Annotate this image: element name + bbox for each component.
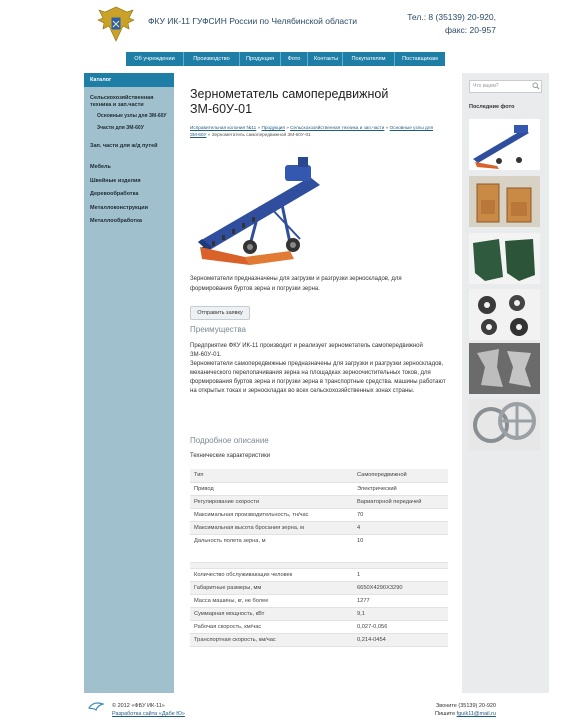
sidebar-item-metal-structures[interactable]: Металлоконструкции — [90, 205, 148, 211]
product-description: Зернометатели предназначены для загрузки и разгрузки зерноскладов, для формирования буртов зерна и погрузки зерна. — [190, 276, 402, 292]
sidebar-item-agri[interactable]: Сельскохозяйственная техника и зап.части — [90, 95, 154, 108]
table-row — [190, 633, 448, 646]
search-icon[interactable] — [532, 82, 540, 90]
footer-write-label: Пишите — [435, 711, 457, 717]
table-row — [190, 534, 448, 562]
sidebar-item-sewing[interactable]: Швейные изделия — [90, 178, 141, 184]
sidebar-subitem-spare-parts[interactable]: Зчасти для ЗМ-60У — [97, 125, 144, 131]
spec-value: 9,1 — [353, 607, 448, 620]
fax-line: факс: 20-957 — [445, 25, 496, 35]
spec-value: Электрический — [353, 482, 448, 495]
breadcrumb — [190, 125, 445, 138]
nav-buyers[interactable]: Покупателям — [343, 52, 395, 66]
phone-line: Тел.: 8 (35139) 20-920, — [407, 12, 496, 22]
spec-value: Самопередвижной — [353, 469, 448, 482]
spec-value: 1277 — [353, 594, 448, 607]
spec-value: 0,027-0,056 — [353, 620, 448, 633]
sidebar-item-railway-parts[interactable]: Зап. части для ж/д путей — [90, 143, 158, 149]
table-row — [190, 594, 448, 607]
footer-email-link[interactable]: fguik11@mail.ru — [456, 711, 496, 717]
site-title: ФКУ ИК-11 ГУФСИН России по Челябинской области — [148, 16, 358, 26]
advantages-heading: Преимущества — [190, 325, 246, 334]
sidebar-item-furniture[interactable]: Мебель — [90, 164, 111, 170]
specs-caption: Технические характеристики — [190, 453, 271, 459]
table-row — [190, 607, 448, 620]
spec-value: 4 — [353, 521, 448, 534]
table-row — [190, 521, 448, 534]
breadcrumb-current: Зернометатель самопередвижной ЗМ-60У-01 — [211, 131, 311, 137]
spec-value: 1 — [353, 568, 448, 581]
table-row — [190, 495, 448, 508]
spec-value: 0,214-0454 — [353, 633, 448, 646]
nav-about[interactable]: Об учреждении — [126, 52, 184, 66]
nav-photo[interactable]: Фото — [281, 52, 308, 66]
spec-name: Регулирование скорости — [190, 495, 353, 508]
sidebar-item-metalwork[interactable]: Металлообработка — [90, 218, 142, 224]
spec-name: Дальность полета зерна, м — [190, 534, 353, 562]
table-row — [190, 508, 448, 521]
footer-copyright-block — [112, 702, 185, 718]
spec-name: Привод — [190, 482, 353, 495]
footer-call: Звоните (35139) 20-920 — [435, 703, 496, 709]
breadcrumb-link-agri[interactable]: Сельскохозяйственная техника и зап.части — [290, 125, 385, 130]
breadcrumb-separator: » — [206, 131, 212, 137]
footer-copyright: © 2012 «ФБУ ИК-11» — [112, 703, 165, 709]
photo-thumbnail[interactable] — [469, 233, 540, 284]
breadcrumb-link-main-units[interactable]: Основные узлы для ЗМ-60У — [190, 125, 434, 137]
table-row — [190, 482, 448, 495]
table-row — [190, 568, 448, 581]
spec-name: Суммарная мощность, кВт — [190, 607, 353, 620]
spec-name: Тип — [190, 469, 353, 482]
photo-thumbnail[interactable] — [469, 289, 540, 340]
header — [0, 0, 580, 50]
spec-name: Количество обслуживающих человек — [190, 568, 353, 581]
sidebar-item-woodwork[interactable]: Деревообработка — [90, 191, 139, 197]
catalog-heading: Каталог — [84, 73, 174, 87]
spec-name: Рабочая скорость, км/час — [190, 620, 353, 633]
advantages-text-2: Зернометатели самопередвижные предназначены для загрузки и разгрузки зерноскладов, механического перелопачивания зерна на площадках зерноочистительных токов, для формирования буртов зерна и погрузки зерна в транспортные средства. машины работают на открытых токах и зерноскладах во всех сельскохозяйственных зонах страны. — [190, 361, 446, 394]
table-row — [190, 620, 448, 633]
spec-value: 10 — [353, 534, 448, 562]
search-input[interactable]: Что ищем? — [469, 80, 542, 93]
spec-name: Максимальная производительность, тн/час — [190, 508, 353, 521]
product-image[interactable] — [190, 147, 340, 272]
photo-thumbnail[interactable] — [469, 119, 540, 170]
breadcrumb-separator: » — [384, 125, 390, 130]
table-row — [190, 469, 448, 482]
emblem-logo-icon[interactable] — [95, 4, 137, 46]
breadcrumb-separator: » — [284, 125, 291, 130]
spec-value: Вариаторной передачей — [353, 495, 448, 508]
spec-name: Транспортная скорость, км/час — [190, 633, 353, 646]
recent-photos-heading: Последние фото — [469, 104, 515, 110]
breadcrumb-link-products[interactable]: Продукция — [261, 125, 285, 130]
nav-products[interactable]: Продукция — [240, 52, 281, 66]
table-row — [190, 581, 448, 594]
photo-thumbnail[interactable] — [469, 343, 540, 394]
photo-thumbnail[interactable] — [469, 176, 540, 227]
spec-name: Габаритные размеры, мм — [190, 581, 353, 594]
spec-value: 70 — [353, 508, 448, 521]
footer-developer-link[interactable]: Разработка сайта «Дабе Ю» — [112, 711, 185, 717]
sidebar-subitem-main-units[interactable]: Основные узлы для ЗМ-60У — [97, 113, 167, 119]
specs-table — [190, 469, 448, 647]
send-request-button[interactable]: Отправить заявку — [190, 306, 250, 320]
breadcrumb-separator: » — [256, 125, 262, 130]
advantages-text-1: Предприятие ФКУ ИК-11 производит и реализует зернометатель самопередвижной ЗМ-60У-01. — [190, 343, 423, 358]
nav-contacts[interactable]: Контакты — [308, 52, 343, 66]
nav-production[interactable]: Производство — [184, 52, 240, 66]
contact-phones — [404, 11, 496, 37]
bird-logo-icon — [88, 701, 104, 713]
page-title: Зернометатель самопередвижной ЗМ-60У-01 — [190, 87, 389, 116]
nav-suppliers[interactable]: Поставщикам — [395, 52, 445, 66]
breadcrumb-link-home[interactable]: Исправительная колония №11 — [190, 125, 257, 130]
spec-value: 6650Х4290Х3290 — [353, 581, 448, 594]
footer-contacts — [420, 702, 496, 718]
main-nav — [126, 52, 445, 66]
spec-name: Масса машины, кг, не более — [190, 594, 353, 607]
details-heading: Подробное описание — [190, 436, 269, 445]
spec-name: Максимальная высота бросания зерна, м — [190, 521, 353, 534]
photo-thumbnail[interactable] — [469, 399, 540, 450]
